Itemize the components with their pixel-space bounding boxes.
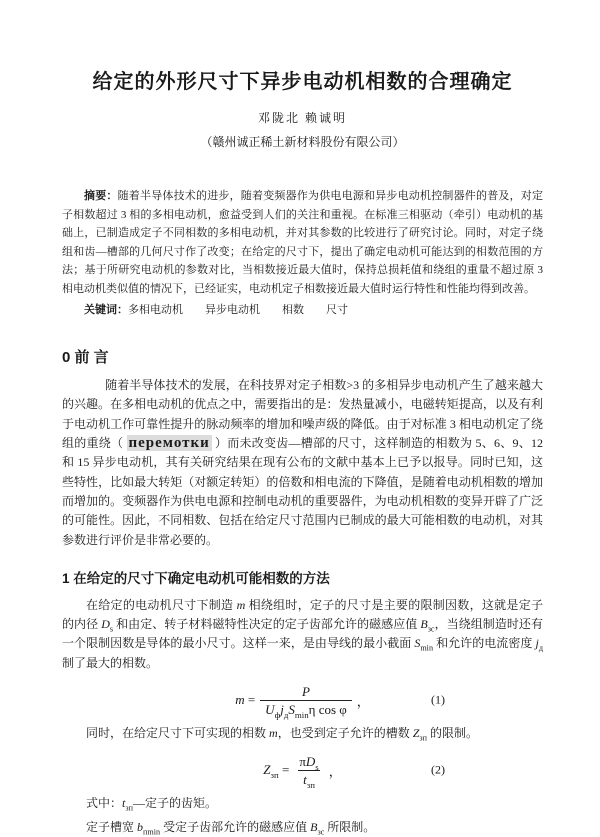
- keywords-line: [62, 301, 543, 320]
- section-1-heading: 1 在给定的尺寸下确定电动机可能相数的方法: [62, 570, 330, 586]
- intro-paragraph: 随着半导体技术的发展，在科技界对定子相数>3 的多相异步电动机产生了越来越大的兴趣。在多相电动机的优点之中，需要指出的是：发热量减小，电磁转矩提高，以及有利于电动机工作可靠性提升的脉动频率的增加和噪声级的降低。由于对标准 3 相电动机定了绕组的重绕（ перемотки ）而未改变齿—槽部的尺寸，这样制造的相数为 5、6、9、12 和 15 异步电动机，其有关研究结果在现有公布的文献中基本上已予以报导。同时已知，这些特性，比如最大转矩（对额定转矩）的倍数和相电流的下降值，是随着电动机相数的增加而增加的。变频器作为供电电源和控制电动机的重要器件，为电动机相数的变异开辟了广泛的可能性。因此，不同相数、包括在给定尺寸范围内已制成的最大可能相数的电动机，对其参数进行评价是非常必要的。: [62, 378, 543, 547]
- slot-width-sentence: 定子槽宽 $b_{пmin}$ 受定子齿部允许的磁感应值 $B_{зс}$ 所限制。: [86, 820, 376, 837]
- equation-1-denominator: $U_фj_дS_{min}\eta$ cos φ: [260, 700, 352, 717]
- section-0-heading: 0 前 言: [62, 349, 109, 367]
- equation-2-numerator: $\pi D_s$: [299, 753, 319, 772]
- authors: 邓陇北 赖诚明: [257, 111, 347, 125]
- equation-2: [62, 751, 543, 789]
- abstract-paragraph: 摘要：随着半导体技术的进步，随着变频器作为供电电源和异步电动机控制器件的普及，对定子相数超过 3 相的多相电动机，愈益受到人们的关注和重视。在标准三相驱动（牵引）电动机的基础上，已制造成定子不同相数的多相电动机，并对其参数的比较进行了研究讨论。同时，对定子绕组和齿—槽部的几何尺寸作了改变；在给定的尺寸下，提出了确定电动机可能达到的相数范围的方法；基于所研究电动机的参数对比，当相数接近最大值时，保持总损耗值和绕组的重量不超过原 3 相电动机类似值的情况下，已经证实，电动机定子相数接近最大值时运行特性和性能均得到改善。: [62, 190, 544, 295]
- affiliation: （赣州诚正稀土新材料股份有限公司）: [200, 135, 405, 149]
- where-clause: 式中：$t_{зп}—$定子的齿矩。: [86, 796, 217, 813]
- equation-2-lhs: $Z_{зп}$ =: [263, 762, 290, 780]
- equation-2-denominator: $t_{зп}$: [298, 770, 320, 787]
- constraint-sentence: 同时，在给定尺寸下可实现的相数 m，也受到定子允许的槽数 $Z_{зп}$ 的限制。: [86, 726, 478, 743]
- equation-1: [62, 681, 543, 719]
- equation-2-fraction: [294, 753, 323, 790]
- equation-1-tail: ，: [356, 693, 370, 709]
- paper-title: 给定的外形尺寸下异步电动机相数的合理确定: [92, 71, 513, 93]
- equation-2-tail: ，: [328, 763, 342, 779]
- equation-1-numerator: P: [302, 683, 310, 699]
- equation-1-fraction: [260, 683, 352, 720]
- keywords-list: 多相电动机 异步电动机 相数 尺寸: [128, 303, 348, 316]
- equation-1-number: (1): [431, 692, 445, 707]
- equation-1-lhs: m =: [235, 692, 256, 708]
- equation-2-number: (2): [431, 762, 445, 777]
- section-1-paragraph: 在给定的电动机尺寸下制造 m 相绕组时，定子的尺寸是主要的限制因数，这就是定子的内径 $D_s$ 和由定、转子材料磁特性决定的定子齿部允许的磁感应值 $B_{зс}$，当绕组制造时还有一个限制因数是导体的最小尺寸。这样一来，是由导线的最小截面 $S_{min}$ 和允许的电流密度 $j_д$ 制了最大的相数。: [62, 597, 543, 670]
- equation-2-body: [263, 753, 342, 790]
- keywords-label: 关键词：: [84, 303, 128, 316]
- equation-1-body: [235, 683, 370, 720]
